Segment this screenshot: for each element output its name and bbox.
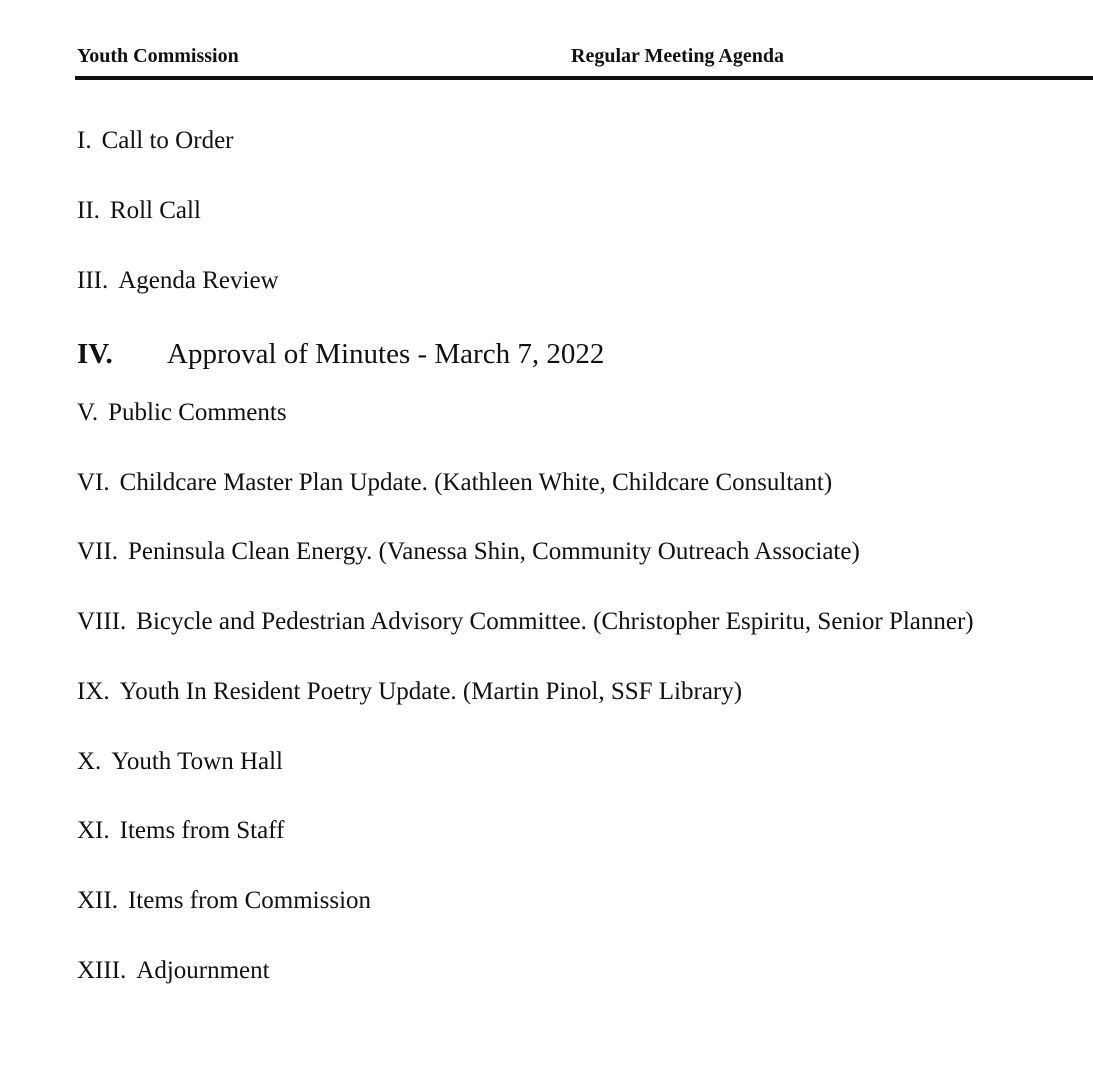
agenda-item-number: VIII. <box>77 608 127 635</box>
agenda-item <box>77 537 860 567</box>
agenda-item-text: Items from Staff <box>119 817 285 844</box>
agenda-item <box>77 607 974 637</box>
agenda-item-text: Adjournment <box>136 957 270 984</box>
agenda-item-number: V. <box>77 399 99 426</box>
agenda-item <box>77 196 201 226</box>
header-divider <box>75 76 1093 80</box>
agenda-item <box>77 398 287 428</box>
agenda-item-text: Public Comments <box>108 399 287 426</box>
agenda-item-number: II. <box>77 197 100 224</box>
agenda-item <box>77 126 234 156</box>
agenda-item-text: Childcare Master Plan Update. (Kathleen White, Childcare Consultant) <box>119 469 833 496</box>
agenda-item <box>77 956 270 986</box>
agenda-item-text: Items from Commission <box>127 887 372 914</box>
agenda-item <box>77 677 742 707</box>
agenda-item-number: XIII. <box>77 957 127 984</box>
agenda-item-number: IX. <box>77 678 110 705</box>
header-organization: Youth Commission <box>77 45 239 67</box>
agenda-item <box>77 816 284 846</box>
agenda-item-text: Agenda Review <box>118 267 279 294</box>
agenda-item-text: Approval of Minutes - March 7, 2022 <box>167 338 605 370</box>
agenda-item <box>77 886 371 916</box>
agenda-item-number: VI. <box>77 469 110 496</box>
agenda-item-number: X. <box>77 748 102 775</box>
agenda-item-number: VII. <box>77 538 118 565</box>
agenda-item-text: Roll Call <box>109 197 201 224</box>
header-document-title: Regular Meeting Agenda <box>571 45 784 67</box>
agenda-item <box>77 747 283 777</box>
agenda-item <box>77 266 279 296</box>
agenda-item-number: I. <box>77 127 92 154</box>
agenda-item-text: Bicycle and Pedestrian Advisory Committee. (Christopher Espiritu, Senior Planner) <box>136 608 974 635</box>
agenda-item-text: Peninsula Clean Energy. (Vanessa Shin, Community Outreach Associate) <box>127 538 860 565</box>
agenda-item-text: Youth In Resident Poetry Update. (Martin Pinol, SSF Library) <box>119 678 743 705</box>
agenda-item <box>77 468 832 498</box>
agenda-item-number: XII. <box>77 887 118 914</box>
agenda-item-text: Call to Order <box>101 127 234 154</box>
agenda-item-number: IV. <box>77 338 113 370</box>
agenda-item-text: Youth Town Hall <box>111 748 283 775</box>
agenda-item-number: III. <box>77 267 109 294</box>
agenda-item-number: XI. <box>77 817 110 844</box>
